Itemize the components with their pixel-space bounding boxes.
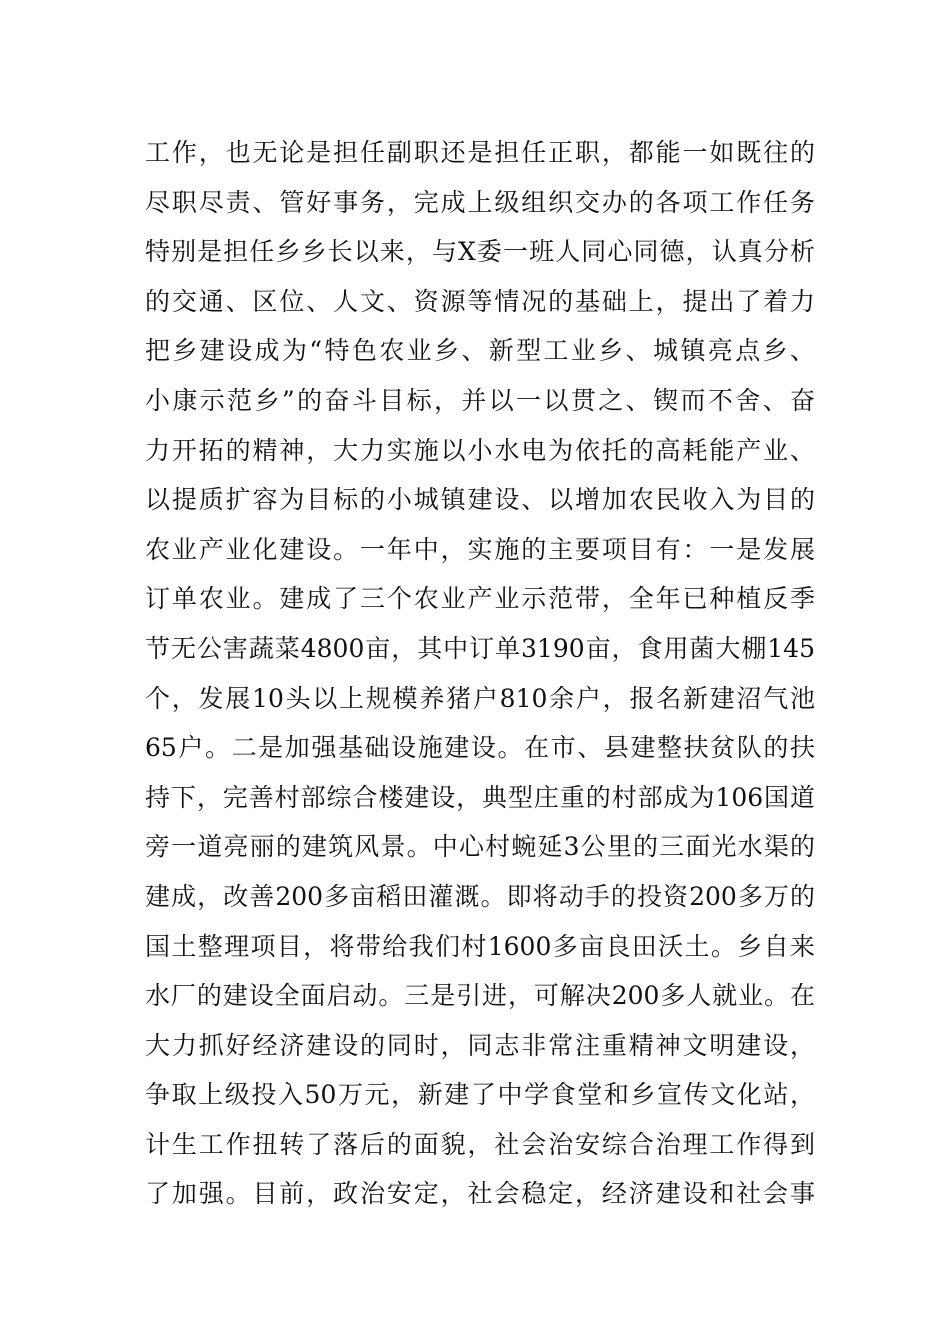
text-line: 以提质扩容为目标的小城镇建设、以增加农民收入为目的 <box>145 485 815 515</box>
text-line: 了加强。目前，政治安定，社会稳定，经济建设和社会事 <box>145 1179 815 1209</box>
text-line: 个，发展10头以上规模养猪户810余户，报名新建沼气池 <box>145 683 815 713</box>
text-line: 水厂的建设全面启动。三是引进，可解决200多人就业。在 <box>145 981 815 1011</box>
text-line: 节无公害蔬菜4800亩，其中订单3190亩，食用菌大棚145 <box>145 633 815 663</box>
text-line: 持下，完善村部综合楼建设，典型庄重的村部成为106国道 <box>145 782 815 812</box>
text-line: 65户。二是加强基础设施建设。在市、县建整扶贫队的扶 <box>145 733 815 763</box>
text-line: 特别是担任乡乡长以来，与X委一班人同心同德，认真分析 <box>145 237 815 267</box>
text-line: 尽职尽责、管好事务，完成上级组织交办的各项工作任务 <box>145 187 815 217</box>
text-line: 力开拓的精神，大力实施以小水电为依托的高耗能产业、 <box>145 435 815 465</box>
text-line: 订单农业。建成了三个农业产业示范带，全年已种植反季 <box>145 584 815 614</box>
text-line: 争取上级投入50万元，新建了中学食堂和乡宣传文化站， <box>145 1080 815 1110</box>
text-line: 把乡建设成为“特色农业乡、新型工业乡、城镇亮点乡、 <box>145 336 815 366</box>
text-line: 计生工作扭转了落后的面貌，社会治安综合治理工作得到 <box>145 1129 815 1159</box>
text-line: 大力抓好经济建设的同时，同志非常注重精神文明建设， <box>145 1030 815 1060</box>
text-line: 旁一道亮丽的建筑风景。中心村蜿延3公里的三面光水渠的 <box>145 832 815 862</box>
text-line: 国土整理项目，将带给我们村1600多亩良田沃土。乡自来 <box>145 931 815 961</box>
text-line: 小康示范乡”的奋斗目标，并以一以贯之、锲而不舍、奋 <box>145 385 815 415</box>
text-line: 工作，也无论是担任副职还是担任正职，都能一如既往的 <box>145 138 815 167</box>
text-line: 建成，改善200多亩稻田灌溉。即将动手的投资200多万的 <box>145 881 815 911</box>
text-line: 的交通、区位、人文、资源等情况的基础上，提出了着力 <box>145 286 815 316</box>
body-text <box>145 128 815 1219</box>
text-line: 农业产业化建设。一年中，实施的主要项目有：一是发展 <box>145 534 815 564</box>
